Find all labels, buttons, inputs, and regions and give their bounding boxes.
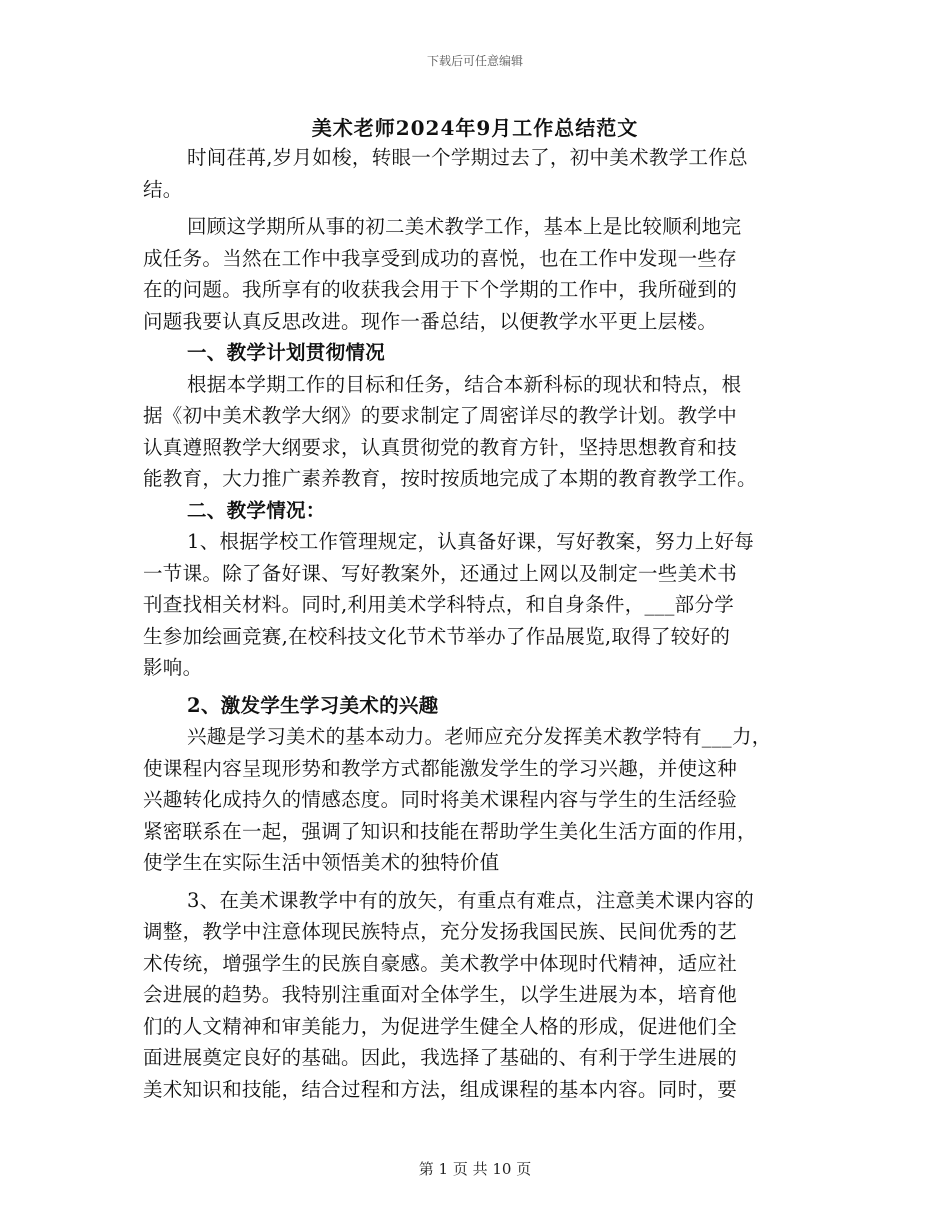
paragraph-line: 成任务。当然在工作中我享受到成功的喜悦，也在工作中发现一些存: [143, 246, 738, 270]
document-body: [143, 142, 823, 1105]
paragraph-line: 3、在美术课教学中有的放矢，有重点有难点，注意美术课内容的: [187, 888, 755, 912]
page-footer: 第 1 页 共 10 页: [418, 1160, 532, 1178]
paragraph-line: 影响。: [143, 656, 203, 679]
paragraph-line: 术传统，增强学生的民族自豪感。美术教学中体现时代精神，适应社: [143, 951, 738, 975]
document-title: 美术老师2024年9月工作总结范文: [311, 116, 639, 140]
paragraph-line: 使课程内容呈现形势和教学方式都能激发学生的学习兴趣，并使这种: [143, 756, 738, 780]
paragraph-line: 认真遵照教学大纲要求，认真贯彻党的教育方针，坚持思想教育和技: [143, 435, 738, 459]
paragraph-line: 们的人文精神和审美能力，为促进学生健全人格的形成，促进他们全: [143, 1014, 738, 1038]
page-header: 下载后可任意编辑: [426, 54, 523, 68]
paragraph-line: 根据本学期工作的目标和任务，结合本新科标的现状和特点，根: [187, 372, 742, 396]
paragraph-line: 调整，教学中注意体现民族特点，充分发扬我国民族、民间优秀的艺: [143, 920, 738, 943]
paragraph-line: 时间荏苒,岁月如梭，转眼一个学期过去了，初中美术教学工作总: [187, 146, 748, 169]
paragraph-line: 会进展的趋势。我特别注重面对全体学生，以学生进展为本，培育他: [143, 983, 738, 1006]
paragraph-line: 问题我要认真反思改进。现作一番总结，以便教学水平更上层楼。: [143, 309, 718, 333]
paragraph-line: 回顾这学期所从事的初二美术教学工作，基本上是比较顺利地完: [187, 215, 742, 238]
paragraph-line: 1、根据学校工作管理规定，认真备好课，写好教案，努力上好每: [187, 530, 755, 553]
section-heading: 一、教学计划贯彻情况: [187, 341, 386, 364]
paragraph-line: 结。: [143, 177, 183, 201]
paragraph-line: 在的问题。我所享有的收获我会用于下个学期的工作中，我所碰到的: [143, 278, 738, 301]
paragraph-line: 美术知识和技能，结合过程和方法，组成课程的基本内容。同时，要: [143, 1077, 738, 1101]
paragraph-line: 使学生在实际生活中领悟美术的独特价值: [143, 851, 500, 874]
paragraph-line: 兴趣是学习美术的基本动力。老师应充分发挥美术教学特有___力，: [187, 725, 772, 748]
paragraph-line: 能教育，大力推广素养教育，按时按质地完成了本期的教育教学工作。: [143, 467, 757, 490]
paragraph-line: 刊查找相关材料。同时,利用美术学科特点，和自身条件，___部分学: [143, 593, 735, 616]
subsection-heading: 2、激发学生学习美术的兴趣: [187, 693, 439, 717]
paragraph-line: 一节课。除了备好课、写好教案外，还通过上网以及制定一些美术书: [143, 561, 738, 585]
paragraph-line: 紧密联系在一起，强调了知识和技能在帮助学生美化生活方面的作用，: [143, 819, 757, 843]
paragraph-line: 生参加绘画竞赛,在校科技文化节术节举办了作品展览,取得了较好的: [143, 624, 731, 648]
paragraph-line: 兴趣转化成持久的情感态度。同时将美术课程内容与学生的生活经验: [143, 788, 738, 811]
section-heading: 二、教学情况：: [187, 498, 326, 522]
paragraph-line: 面进展奠定良好的基础。因此，我选择了基础的、有利于学生进展的: [143, 1046, 738, 1069]
paragraph-line: 据《初中美术教学大纲》的要求制定了周密详尽的教学计划。教学中: [143, 404, 738, 427]
